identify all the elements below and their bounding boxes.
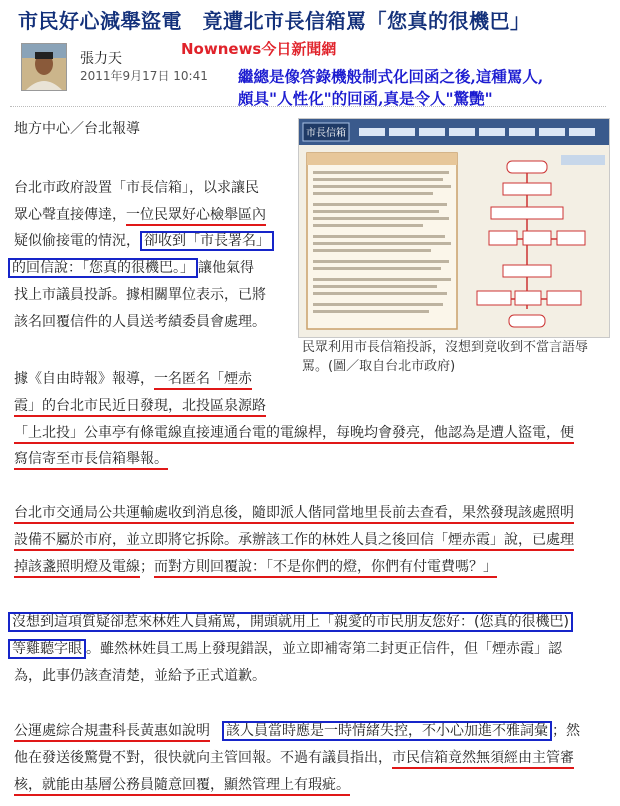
p4-line-1	[8, 610, 573, 635]
p5-line-3	[14, 773, 350, 798]
p4-line-2	[8, 637, 562, 662]
p2-line-2	[14, 394, 266, 419]
underline-reply: 承辦該工作的林姓人員之後回信「煙赤霞」說，已處理	[238, 532, 574, 551]
underline-response: 而對方則回覆說：「不是你們的燈，你們有付電費嗎？」	[154, 559, 497, 578]
p4-line-3: 為，此事仍該查清楚，並給予正式道歉。	[14, 668, 266, 684]
mailbox-screenshot-figure	[298, 118, 610, 338]
p1-line-3	[14, 229, 274, 254]
p5-line-1	[14, 719, 580, 744]
author-avatar	[21, 43, 67, 91]
article-date: 2011年9月17日 10:41	[80, 69, 208, 83]
underline-management-flaw: 核，就能由基層公務員隨意回覆，顯然管理上有瑕疵。	[14, 777, 350, 796]
p1-line-4	[8, 256, 254, 281]
source-tag: Nownews今日新聞網	[181, 40, 337, 58]
p1-line-4b: 讓他氣得	[198, 260, 254, 276]
p2-line-3	[14, 421, 574, 446]
figure-caption	[302, 338, 602, 376]
article-headline: 市民好心減舉盜電 竟遭北市長信箱罵「您真的很機巴」	[18, 9, 531, 33]
p1-line-6: 該名回覆信件的人員送考績委員會處理。	[14, 314, 266, 330]
avatar-photo-icon	[22, 44, 66, 90]
p1-line-2	[14, 203, 266, 228]
p5-line-1c: ；然	[552, 723, 580, 739]
p2-line-4	[14, 447, 168, 472]
boxed-scolding: 沒想到這項質疑卻惹來林姓人員痛罵，開頭就用上「親愛的市民朋友您好：(您真的很機巴)	[8, 612, 573, 632]
boxed-insult-reply: 的回信說：「您真的很機巴。」	[8, 258, 198, 278]
p1-line-2a: 眾心聲直接傳達，	[14, 207, 126, 223]
underline-no-review: 市民信箱竟然無須經由主管審	[392, 750, 574, 769]
underline-anonymous: 一名匿名「煙赤	[154, 371, 252, 390]
underline-investigation: 台北市交通局公共運輸處收到消息後，隨即派人偕同當地里長前去查看，果然發現該處照明	[14, 505, 574, 524]
header-divider	[10, 106, 606, 107]
underline-bus-stop: 「上北投」公車亭有條電線直接連通台電的電線桿，每晚均會發亮，他認為是遭人盜電，便	[14, 425, 574, 444]
dateline: 地方中心／台北報導	[14, 121, 140, 137]
p3-line-3b: ；	[140, 559, 154, 575]
p3-line-1	[14, 501, 574, 526]
p1-line-3a: 疑似偷接電的情況，	[14, 233, 140, 249]
author-name[interactable]: 張力天	[80, 51, 122, 67]
p2-line-1	[14, 367, 252, 392]
underline-removed: 設備不屬於市府，並立即將它拆除。	[14, 532, 238, 551]
site-logo-text: 市長信箱	[306, 128, 346, 139]
underline-tip: 一位民眾好心檢舉區內	[126, 207, 266, 226]
boxed-vulgar-words: 等雞聽字眼	[8, 639, 86, 659]
p3-line-2	[14, 528, 574, 553]
underline-location: 霞」的台北市民近日發現，北投區泉源路	[14, 398, 266, 417]
p2-line-1a: 據《自由時報》報導，	[14, 371, 154, 387]
p3-line-3	[14, 555, 497, 580]
overlay-comment	[238, 66, 618, 110]
p5-line-2	[14, 746, 574, 771]
p1-line-5: 找上市議員投訴。據相關單位表示，已將	[14, 287, 266, 303]
flowchart-image	[299, 119, 609, 337]
comment-line-1: 繼總是像答錄機般制式化回函之後,這種罵人,	[238, 67, 544, 86]
caption-line-2: 罵。(圖／取自台北市政府)	[302, 359, 456, 374]
p5-line-2a: 他在發送後驚覺不對，很快就向主管回報。不過有議員指出，	[14, 750, 392, 766]
underline-handled: 掉該盞照明燈及電線	[14, 559, 140, 578]
p4-line-2b: 。雖然林姓員工馬上發現錯誤，並立即補寄第二封更正信件，但「煙赤霞」認	[86, 641, 562, 657]
boxed-mayor-signature: 卻收到「市長署名」	[140, 231, 274, 251]
caption-line-1: 民眾利用市長信箱投訴，沒想到竟收到不當言語辱	[302, 340, 589, 355]
p1-line-1: 台北市政府設置「市長信箱」，以求讓民	[14, 180, 259, 196]
comment-line-2: 頗具"人性化"的回函,真是令人"驚艷"	[238, 89, 493, 108]
underline-report: 寫信寄至市長信箱舉報。	[14, 451, 168, 470]
boxed-explanation: 該人員當時應是一時情緒失控，不小心加進不雅詞彙	[222, 721, 552, 741]
underline-official: 公運處綜合規畫科長黃惠如說明	[14, 723, 210, 742]
